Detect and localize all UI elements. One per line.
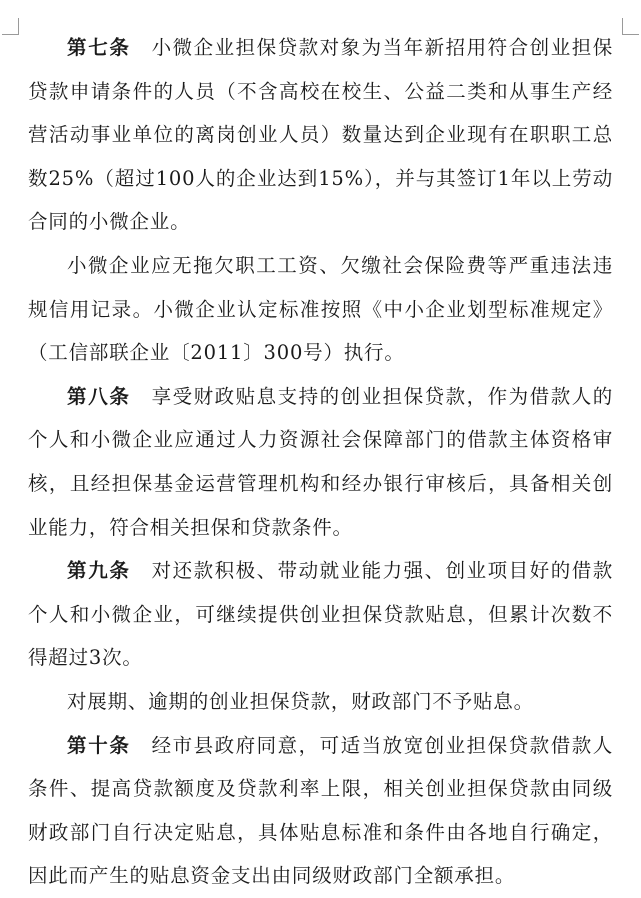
paragraph-article-9: [28, 549, 613, 680]
paragraph-text: 经市县政府同意，可适当放宽创业担保贷款借款人条件、提高贷款额度及贷款利率上限，相关创业担保贷款由同级财政部门自行决定贴息，具体贴息标准和条件由各地自行确定，因此而产生的贴息资金支出由同级财政部门全额承担。: [28, 733, 613, 888]
article-heading: 第九条: [67, 559, 131, 583]
paragraph-article-10: [28, 724, 613, 898]
paragraph-text: 对展期、逾期的创业担保贷款，财政部门不予贴息。: [67, 689, 534, 713]
document-page: [28, 26, 613, 898]
paragraph-article-8: [28, 375, 613, 549]
paragraph-article-7: [28, 26, 613, 244]
paragraph-text: 对还款积极、带动就业能力强、创业项目好的借款个人和小微企业，可继续提供创业担保贷款贴息，但累计次数不得超过3次。: [28, 559, 613, 670]
article-heading: 第十条: [67, 733, 131, 757]
paragraph-article-7-cont: [28, 244, 613, 375]
page-corner-mark-right: [622, 18, 639, 35]
article-heading: 第七条: [67, 36, 131, 59]
page-corner-mark-left: [2, 18, 19, 35]
paragraph-text: 小微企业担保贷款对象为当年新招用符合创业担保贷款申请条件的人员（不含高校在校生、公益二类和从事生产经营活动事业单位的离岗创业人员）数量达到企业现有在职职工总数25%（超过100人的企业达到15%），并与其签订1年以上劳动合同的小微企业。: [28, 36, 613, 234]
paragraph-text: 小微企业应无拖欠职工工资、欠缴社会保险费等严重违法违规信用记录。小微企业认定标准按照《中小企业划型标准规定》（工信部联企业〔2011〕300号）执行。: [28, 253, 613, 365]
paragraph-text: 享受财政贴息支持的创业担保贷款，作为借款人的个人和小微企业应通过人力资源社会保障部门的借款主体资格审核，且经担保基金运营管理机构和经办银行审核后，具备相关创业能力，符合相关担保和贷款条件。: [28, 384, 613, 539]
article-heading: 第八条: [67, 384, 131, 408]
paragraph-article-9-cont: [28, 680, 613, 724]
